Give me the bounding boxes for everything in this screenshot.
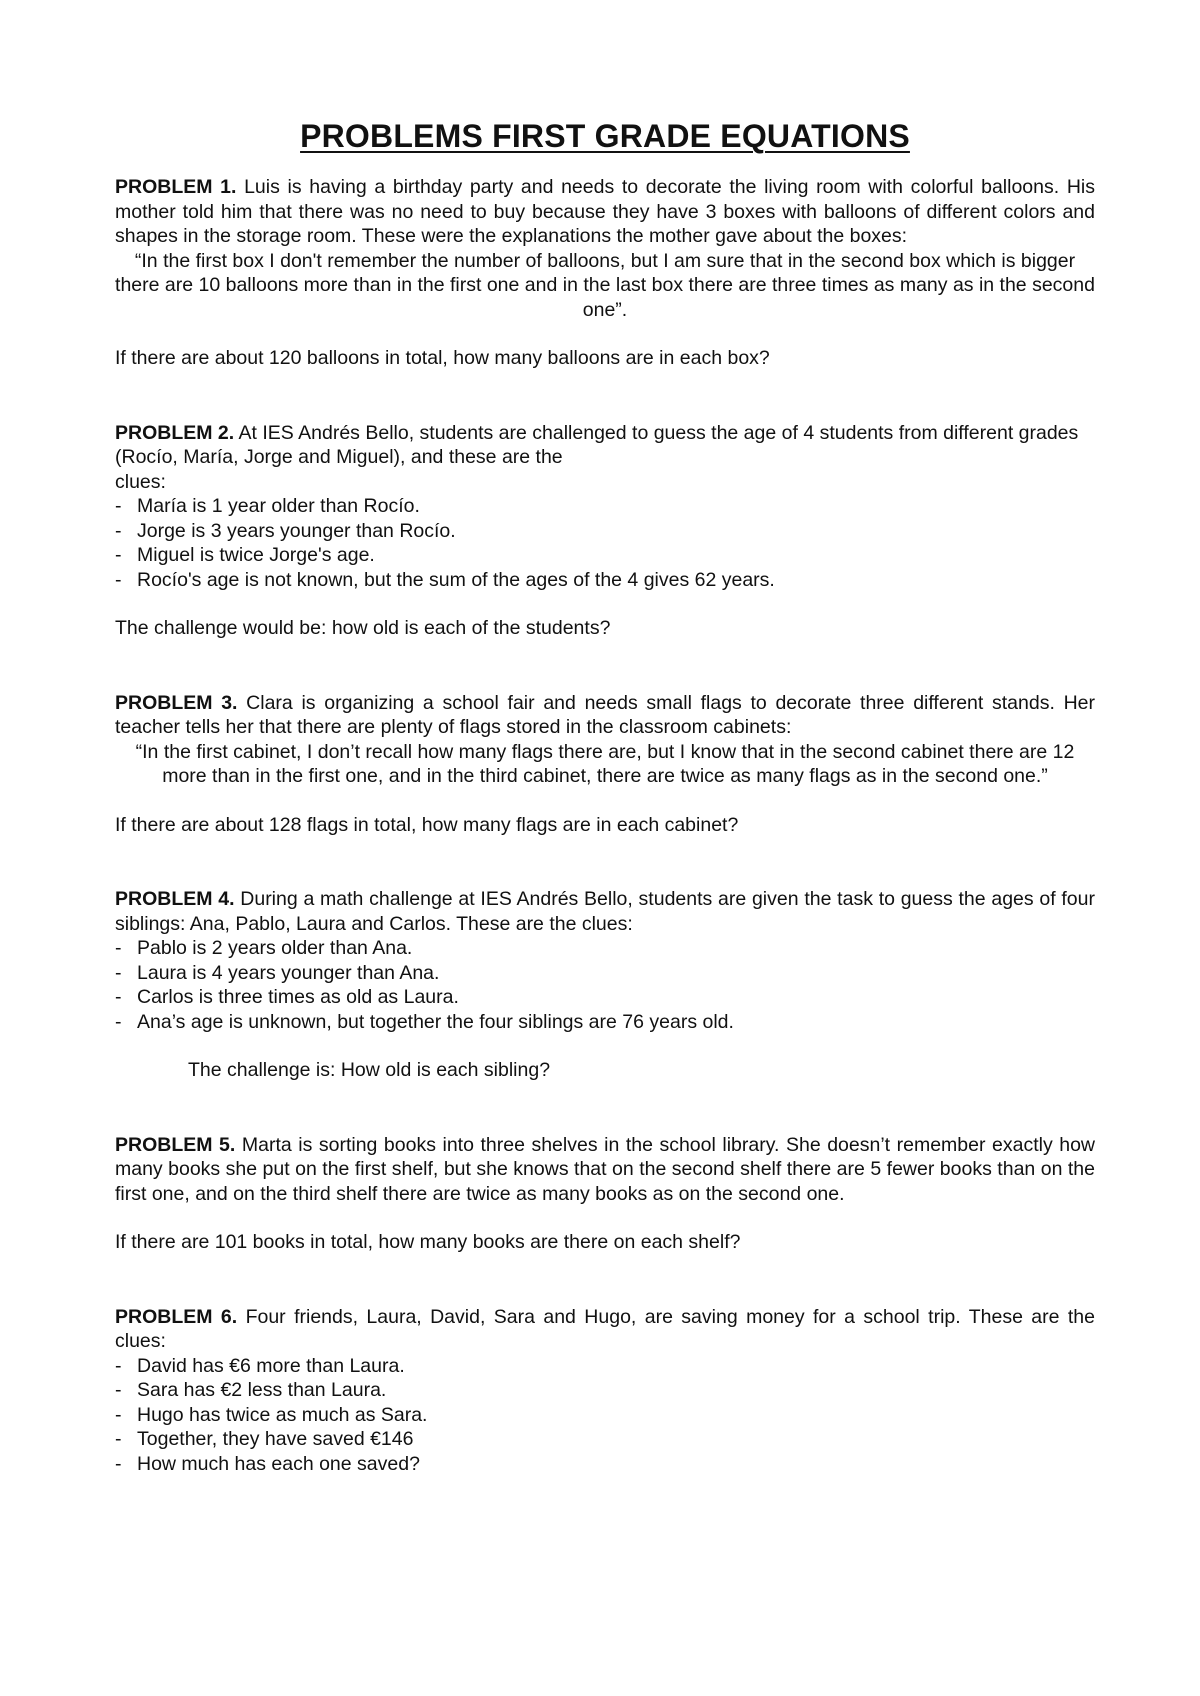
- list-item: [115, 543, 1095, 568]
- bullet-dash: -: [115, 544, 122, 566]
- problem-5-question: If there are 101 books in total, how many books are there on each shelf?: [115, 1231, 741, 1253]
- problem-2-intro: [115, 421, 1095, 470]
- list-item: [115, 1378, 1095, 1403]
- problem-4-text: During a math challenge at IES Andrés Bello, students are given the task to guess the ages of four siblings: Ana, Pablo, Laura and Carlos. These are the clues:: [115, 888, 1095, 935]
- list-item: [115, 985, 1095, 1010]
- problem-1-text: Luis is having a birthday party and needs to decorate the living room with colorful balloons. His mother told him that there was no need to buy because they have 3 boxes with balloons of different colors and shapes in the storage room. These were the explanations the mother gave about the boxes:: [115, 176, 1095, 247]
- clue-text: How much has each one saved?: [137, 1452, 420, 1475]
- problem-5-text: Marta is sorting books into three shelves in the school library. She doesn’t remember exactly how many books she put on the first shelf, but she knows that on the second shelf there are 5 fewer books than on the first one, and on the third shelf there are twice as many books as on the second one.: [115, 1133, 1096, 1205]
- bullet-dash: -: [115, 1428, 122, 1450]
- problem-4-intro: [115, 887, 1095, 936]
- bullet-dash: -: [115, 519, 122, 542]
- list-item: [115, 568, 1095, 593]
- problem-6-label: PROBLEM 6.: [115, 1305, 238, 1328]
- problem-3-question: If there are about 128 flags in total, how many flags are in each cabinet?: [115, 813, 739, 836]
- problem-1-question: If there are about 120 balloons in total, how many balloons are in each box?: [115, 347, 770, 369]
- problem-2: [115, 421, 1095, 641]
- list-item: [115, 1354, 1095, 1379]
- clue-text: Hugo has twice as much as Sara.: [137, 1403, 428, 1426]
- bullet-dash: -: [115, 1452, 122, 1475]
- clue-text: Sara has €2 less than Laura.: [137, 1379, 387, 1401]
- problem-2-label: PROBLEM 2.: [115, 421, 235, 444]
- clue-text: María is 1 year older than Rocío.: [137, 495, 420, 517]
- bullet-dash: -: [115, 937, 122, 959]
- problem-5-intro: [115, 1133, 1095, 1207]
- problem-5: [115, 1133, 1095, 1255]
- list-item: [115, 519, 1095, 544]
- list-item: [115, 961, 1095, 986]
- bullet-dash: -: [115, 961, 122, 984]
- clue-text: Rocío's age is not known, but the sum of the ages of the 4 gives 62 years.: [137, 568, 775, 591]
- problem-3-intro: [115, 691, 1095, 740]
- list-item: [115, 1010, 1095, 1035]
- bullet-dash: -: [115, 1354, 122, 1377]
- problem-3-quote: “In the first cabinet, I don’t recall how many flags there are, but I know that in the second cabinet there are 12 more than in the first one, and in the third cabinet, there are twice as many flags as in the second one.”: [135, 740, 1075, 787]
- clue-text: Ana’s age is unknown, but together the four siblings are 76 years old.: [137, 1010, 734, 1033]
- problem-2-text: At IES Andrés Bello, students are challenged to guess the age of 4 students from different grades (Rocío, María, Jorge and Miguel), and these are the: [115, 421, 1079, 468]
- problem-4-clues: [115, 936, 1095, 1034]
- list-item: [115, 1403, 1095, 1428]
- clue-text: Pablo is 2 years older than Ana.: [137, 937, 413, 959]
- problem-2-intro-cont: clues:: [115, 470, 166, 493]
- clue-text: Carlos is three times as old as Laura.: [137, 986, 459, 1008]
- clue-text: Together, they have saved €146: [137, 1428, 414, 1450]
- bullet-dash: -: [115, 568, 122, 591]
- problem-4-label: PROBLEM 4.: [115, 888, 235, 910]
- problem-3: [115, 691, 1095, 838]
- bullet-dash: -: [115, 1010, 122, 1033]
- problem-4-question: The challenge is: How old is each sibling?: [188, 1059, 551, 1081]
- problem-2-question: The challenge would be: how old is each of the students?: [115, 617, 611, 639]
- problem-1-intro: [115, 175, 1095, 249]
- clue-text: Laura is 4 years younger than Ana.: [137, 961, 440, 984]
- problem-4: [115, 887, 1095, 1083]
- list-item: [115, 1427, 1095, 1452]
- list-item: [115, 494, 1095, 519]
- bullet-dash: -: [115, 495, 122, 517]
- problem-3-label: PROBLEM 3.: [115, 691, 238, 714]
- problem-6: [115, 1305, 1095, 1477]
- problem-3-text: Clara is organizing a school fair and needs small flags to decorate three different stands. Her teacher tells her that there are plenty of flags stored in the classroom cabinets:: [115, 691, 1095, 738]
- problem-1-label: PROBLEM 1.: [115, 176, 237, 198]
- clue-text: Miguel is twice Jorge's age.: [137, 544, 375, 566]
- problem-6-text: Four friends, Laura, David, Sara and Hugo, are saving money for a school trip. These are the clues:: [115, 1305, 1095, 1352]
- problem-1: [115, 175, 1095, 371]
- bullet-dash: -: [115, 986, 122, 1008]
- problem-5-label: PROBLEM 5.: [115, 1133, 236, 1156]
- list-item: [115, 936, 1095, 961]
- problem-6-clues: [115, 1354, 1095, 1477]
- problem-6-intro: [115, 1305, 1095, 1354]
- problem-1-quote: “In the first box I don't remember the number of balloons, but I am sure that in the second box which is bigger there are 10 balloons more than in the first one and in the last box there are three times as many as in the second one”.: [115, 249, 1095, 321]
- bullet-dash: -: [115, 1403, 122, 1426]
- problem-2-clues: [115, 494, 1095, 592]
- clue-text: David has €6 more than Laura.: [137, 1354, 405, 1377]
- document-title: PROBLEMS FIRST GRADE EQUATIONS: [300, 118, 910, 154]
- list-item: [115, 1452, 1095, 1477]
- bullet-dash: -: [115, 1379, 122, 1401]
- document-page: [115, 118, 1095, 1476]
- clue-text: Jorge is 3 years younger than Rocío.: [137, 519, 456, 542]
